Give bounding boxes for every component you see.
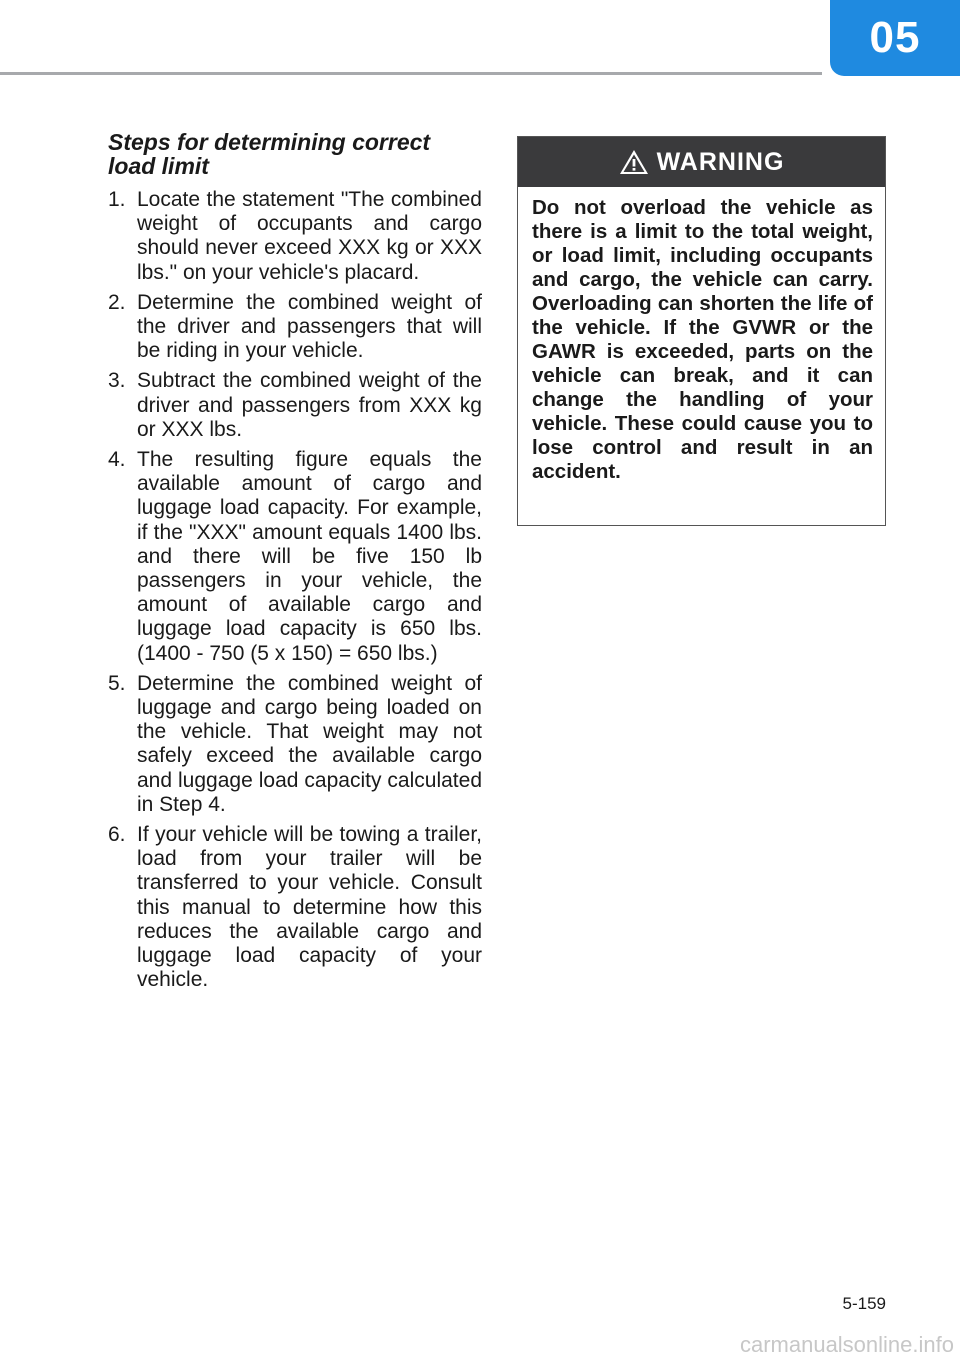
step-text: Subtract the combined weight of the driver and passengers from XXX kg or XXX lbs. <box>137 369 482 441</box>
watermark: carmanualsonline.info <box>739 1332 954 1357</box>
list-item <box>108 823 482 992</box>
step-number: 2. <box>108 290 126 314</box>
chapter-tab: 05 <box>830 0 960 76</box>
warning-triangle-icon <box>619 149 649 175</box>
step-text: If your vehicle will be towing a trailer, load from your trailer will be transferred to your vehicle. Consult this manual to determine how this reduces the available cargo and luggage load capacity of your vehicle. <box>137 823 482 992</box>
step-number: 4. <box>108 448 126 472</box>
step-text: Determine the combined weight of the driver and passengers that will be riding in your vehicle. <box>137 290 482 363</box>
warning-box <box>517 136 886 526</box>
step-text: Determine the combined weight of luggage and cargo being loaded on the vehicle. That weight may not safely exceed the available cargo and luggage load capacity calculated in Step 4. <box>137 671 482 816</box>
list-item <box>108 291 482 364</box>
warning-text: Do not overload the vehicle as there is a limit to the total weight, or load limit, including occupants and cargo, the vehicle can carry. Overloading can shorten the life of the vehicle. If the GVWR or the GAWR is exceeded, parts on the vehicle can break, and it can change the handling of your vehicle. These could cause you to lose control and result in an accident. <box>532 196 873 483</box>
section-heading: Steps for determining correct load limit <box>108 129 431 179</box>
left-column <box>108 130 482 999</box>
page-number: 5-159 <box>842 1294 886 1313</box>
step-text: The resulting figure equals the available amount of cargo and luggage load capacity. For example, if the "XXX" amount equals 1400 lbs. and there will be five 150 lb passengers in your vehicle, the amount of available cargo and luggage load capacity is 650 lbs. (1400 - 750 (5 x 150) = 650 lbs.) <box>137 448 482 665</box>
header-rule <box>0 72 822 75</box>
step-number: 6. <box>108 823 126 847</box>
step-number: 1. <box>108 188 126 211</box>
list-item <box>108 672 482 817</box>
warning-header <box>518 137 885 187</box>
list-item <box>108 369 482 442</box>
warning-title: WARNING <box>656 147 785 176</box>
steps-list <box>108 188 482 993</box>
list-item <box>108 188 482 285</box>
step-number: 3. <box>108 369 126 393</box>
step-number: 5. <box>108 671 126 695</box>
list-item <box>108 448 482 666</box>
step-text: Locate the statement "The combined weight of occupants and cargo should never exceed XXX kg or XXX lbs." on your vehicle's placard. <box>137 188 482 284</box>
